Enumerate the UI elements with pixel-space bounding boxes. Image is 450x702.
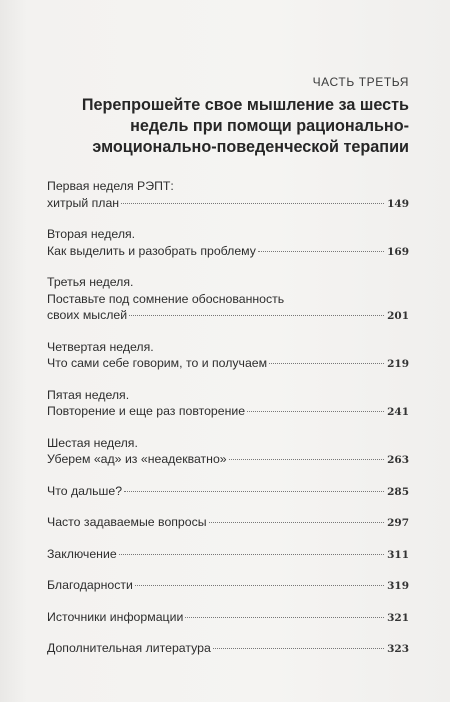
toc-leader-dots xyxy=(119,554,384,555)
toc-leader-dots xyxy=(258,251,384,252)
toc-leader-dots xyxy=(209,522,384,523)
toc-page-number: 311 xyxy=(387,548,409,561)
toc-entry-line: хитрый план xyxy=(47,195,120,210)
part-title xyxy=(39,95,409,158)
toc-entry-line: своих мыслей xyxy=(47,308,128,322)
toc-page-number: 297 xyxy=(387,517,409,529)
table-of-contents xyxy=(47,178,409,672)
toc-page-number: 149 xyxy=(387,197,409,210)
toc-entry-line: Что дальше? xyxy=(47,483,123,498)
toc-page-number: 219 xyxy=(387,358,409,370)
toc-page-number: 241 xyxy=(387,406,409,418)
toc-leader-dots xyxy=(269,363,384,364)
toc-entry-line: Уберем «ад» из «неадекватно» xyxy=(47,452,227,466)
toc-entry-line: Что сами себе говорим, то и получаем xyxy=(47,356,268,370)
toc-entry-line: Третья неделя. xyxy=(47,275,134,289)
toc-entry[interactable] xyxy=(47,546,409,564)
part-label: ЧАСТЬ ТРЕТЬЯ xyxy=(312,75,409,89)
toc-entry[interactable] xyxy=(47,483,409,501)
toc-entry-line: Как выделить и разобрать проблему xyxy=(47,243,256,258)
toc-entry-line: Заключение xyxy=(47,546,117,561)
toc-page-number: 201 xyxy=(387,310,409,322)
toc-entry-line: Повторение и еще раз повторение xyxy=(47,404,246,418)
toc-entry-line: Поставьте под сомнение обоснованность xyxy=(47,291,285,306)
toc-leader-dots xyxy=(229,459,384,460)
toc-page-number: 285 xyxy=(387,485,409,498)
toc-page-number: 169 xyxy=(387,245,409,258)
toc-leader-dots xyxy=(213,648,384,649)
toc-entry-line: Пятая неделя. xyxy=(47,387,130,402)
toc-leader-dots xyxy=(124,491,384,492)
toc-leader-dots xyxy=(129,315,384,316)
toc-entry[interactable] xyxy=(47,339,409,373)
toc-page-number: 321 xyxy=(387,611,409,624)
toc-entry-line: Благодарности xyxy=(47,578,133,592)
toc-entry[interactable] xyxy=(47,435,409,469)
toc-entry[interactable] xyxy=(47,226,409,260)
toc-entry[interactable] xyxy=(47,609,409,627)
toc-entry-line: Первая неделя РЭПТ: xyxy=(47,179,174,193)
toc-leader-dots xyxy=(185,617,384,618)
toc-page-number: 319 xyxy=(387,580,409,592)
part-title-line: эмоционально-поведенческой терапии xyxy=(92,138,409,156)
toc-entry[interactable] xyxy=(47,274,409,325)
part-title-line: недель при помощи рационально- xyxy=(130,117,409,135)
toc-entry[interactable] xyxy=(47,387,409,421)
toc-page-number: 323 xyxy=(387,643,409,655)
toc-entry-line: Источники информации xyxy=(47,609,184,624)
toc-entry-line: Четвертая неделя. xyxy=(47,339,154,354)
toc-entry[interactable] xyxy=(47,577,409,595)
part-title-line: Перепрошейте свое мышление за шесть xyxy=(81,96,409,114)
toc-entry-line: Вторая неделя. xyxy=(47,227,136,241)
toc-entry[interactable] xyxy=(47,640,409,658)
toc-leader-dots xyxy=(135,585,384,586)
toc-entry-line: Дополнительная литература xyxy=(47,641,211,655)
toc-page-number: 263 xyxy=(387,454,409,466)
toc-leader-dots xyxy=(121,203,384,204)
toc-entry[interactable] xyxy=(47,178,409,212)
toc-entry[interactable] xyxy=(47,514,409,532)
toc-leader-dots xyxy=(247,411,384,412)
toc-entry-line: Часто задаваемые вопросы xyxy=(47,515,207,529)
toc-entry-line: Шестая неделя. xyxy=(47,435,138,450)
